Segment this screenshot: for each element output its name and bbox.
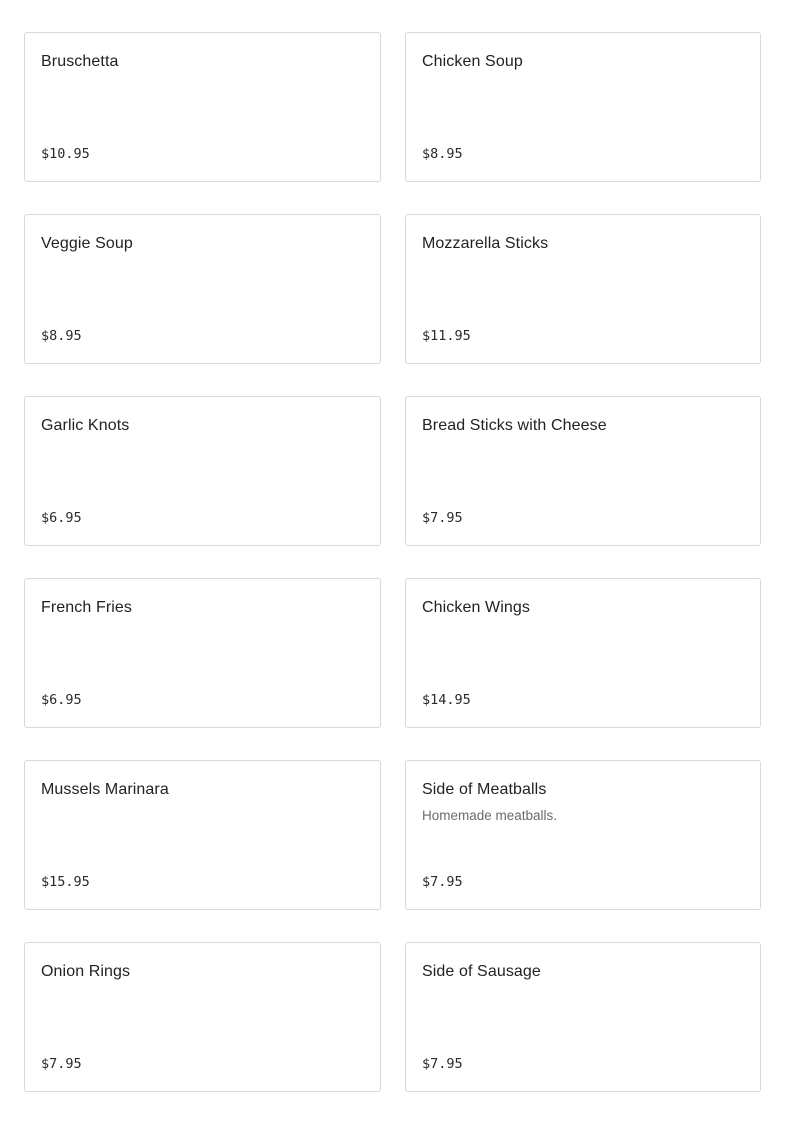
menu-item-card[interactable] bbox=[405, 32, 761, 182]
menu-item-name: Side of Meatballs bbox=[422, 781, 547, 798]
menu-item-card[interactable] bbox=[24, 32, 381, 182]
menu-item-card[interactable] bbox=[24, 942, 381, 1092]
menu-item-name: Bruschetta bbox=[41, 53, 119, 70]
menu-item-card[interactable] bbox=[405, 396, 761, 546]
menu-item-price: $7.95 bbox=[422, 874, 463, 890]
menu-item-name: Veggie Soup bbox=[41, 235, 133, 252]
menu-item-name: Bread Sticks with Cheese bbox=[422, 417, 607, 434]
menu-item-price: $7.95 bbox=[422, 510, 463, 526]
menu-item-name: Onion Rings bbox=[41, 963, 131, 980]
menu-item-name: French Fries bbox=[41, 599, 132, 616]
menu-item-price: $8.95 bbox=[41, 328, 82, 344]
menu-item-name: Garlic Knots bbox=[41, 417, 130, 434]
menu-item-card[interactable] bbox=[405, 942, 761, 1092]
menu-item-name: Side of Sausage bbox=[422, 963, 541, 980]
menu-item-card[interactable] bbox=[24, 578, 381, 728]
menu-item-price: $15.95 bbox=[41, 874, 90, 890]
menu-item-name: Mozzarella Sticks bbox=[422, 235, 549, 252]
menu-item-price: $6.95 bbox=[41, 692, 82, 708]
menu-item-card[interactable] bbox=[24, 760, 381, 910]
menu-item-description: Homemade meatballs. bbox=[422, 808, 558, 823]
menu-item-price: $14.95 bbox=[422, 692, 471, 708]
menu-item-card[interactable] bbox=[24, 214, 381, 364]
menu-item-card[interactable] bbox=[405, 214, 761, 364]
menu-item-price: $7.95 bbox=[422, 1056, 463, 1072]
menu-item-card[interactable] bbox=[405, 578, 761, 728]
menu-item-card[interactable] bbox=[24, 396, 381, 546]
menu-item-name: Mussels Marinara bbox=[41, 781, 169, 798]
menu-item-name: Chicken Soup bbox=[422, 53, 523, 70]
menu-item-price: $10.95 bbox=[41, 146, 90, 162]
menu-item-name: Chicken Wings bbox=[422, 599, 531, 616]
menu-item-price: $6.95 bbox=[41, 510, 82, 526]
menu-item-card[interactable] bbox=[405, 760, 761, 910]
menu-item-price: $7.95 bbox=[41, 1056, 82, 1072]
menu-item-price: $11.95 bbox=[422, 328, 471, 344]
menu-item-grid bbox=[24, 0, 761, 1092]
menu-item-price: $8.95 bbox=[422, 146, 463, 162]
